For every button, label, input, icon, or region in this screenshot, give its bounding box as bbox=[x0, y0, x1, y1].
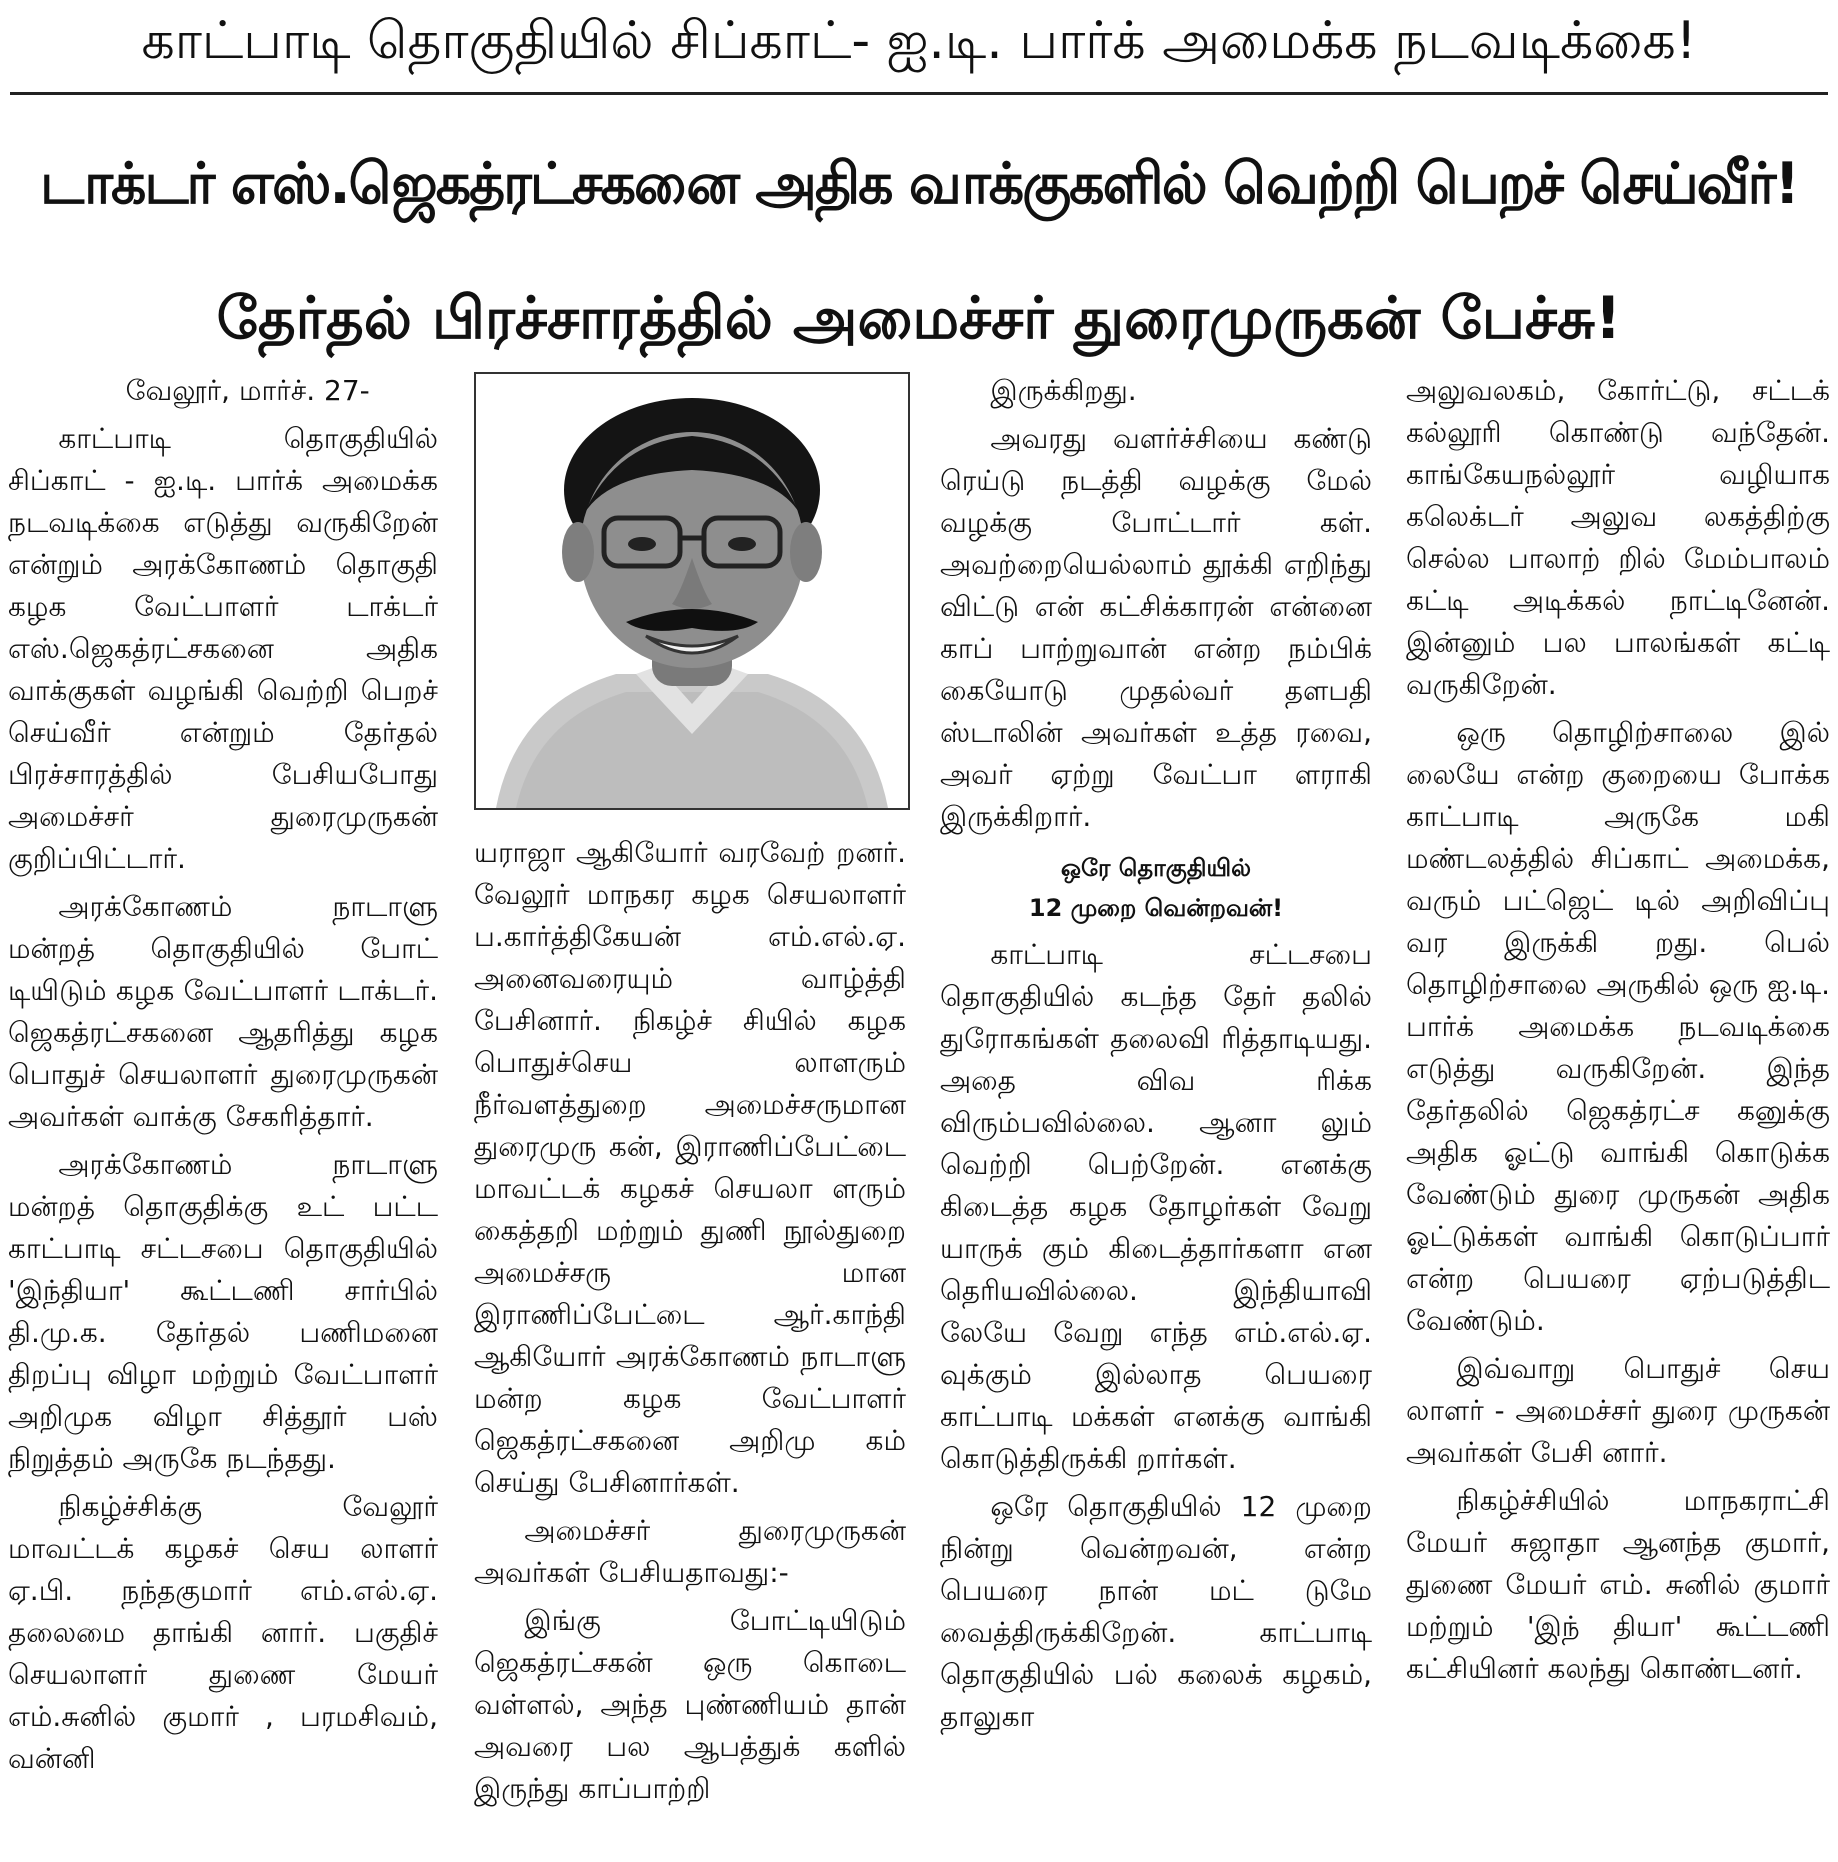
portrait-illustration bbox=[476, 374, 908, 808]
main-headline: டாக்டர் எஸ்.ஜெகத்ரட்சகனை அதிக வாக்குகளில் வெற்றி பெறச் செய்வீர்! bbox=[40, 151, 1798, 217]
paragraph: ஒரு தொழிற்சாலை இல் லையே என்ற குறையை போக்க காட்பாடி அருகே மகி மண்டலத்தில் சிப்காட் அமைக்க, வரும் பட்ஜெட் டில் அறிவிப்பு வர இருக்கி றது. பெல் தொழிற்சாலை அருகில் ஒரு ஐ.டி. பார்க் அமைக்க நடவடிக்கை எடுத்து வருகிறேன். இந்த தேர்தலில் ஜெகத்ரட்ச கனுக்கு அதிக ஓட்டு வாங்கி கொடுக்க வேண்டும் துரை முருகன் அதிக ஓட்டுக்கள் வாங்கி கொடுப்பார் என்ற பெயரை ஏற்படுத்திட வேண்டும். bbox=[1406, 716, 1830, 1337]
paragraph: அவரது வளர்ச்சியை கண்டு ரெய்டு நடத்தி வழக்கு மேல் வழக்கு போட்டார் கள். அவற்றையெல்லாம் தூக்கி எறிந்து விட்டு என் கட்சிக்காரன் என்னை காப் பாற்றுவான் என்ற நம்பிக் கையோடு முதல்வர் தளபதி ஸ்டாலின் அவர்கள் உத்த ரவை, அவர் ஏற்று வேட்பா ளராகி இருக்கிறார். bbox=[940, 422, 1372, 833]
kicker-headline: காட்பாடி தொகுதியில் சிப்காட்- ஐ.டி. பார்க் அமைக்க நடவடிக்கை! bbox=[141, 10, 1697, 71]
paragraph: இவ்வாறு பொதுச் செய லாளர் - அமைச்சர் துரை முருகன் அவர்கள் பேசி னார். bbox=[1406, 1352, 1830, 1469]
paragraph: இங்கு போட்டியிடும் ஜெகத்ரட்சகன் ஒரு கொடை வள்ளல், அந்த புண்ணியம் தான் அவரை பல ஆபத்துக் களில் இருந்து காப்பாற்றி bbox=[474, 1604, 906, 1805]
paragraph: யராஜா ஆகியோர் வரவேற் றனர். வேலூர் மாநகர கழக செயலாளர் ப.கார்த்திகேயன் எம்.எல்.ஏ. அனைவரையும் வாழ்த்தி பேசினார். நிகழ்ச் சியில் கழக பொதுச்செய லாளரும் நீர்வளத்துறை அமைச்சருமான துரைமுரு கன், இராணிப்பேட்டை மாவட்டக் கழகச் செயலா ளரும் கைத்தறி மற்றும் துணி நூல்துறை அமைச்சரு மான இராணிப்பேட்டை ஆர்.காந்தி ஆகியோர் அரக்கோணம் நாடாளு மன்ற கழக வேட்பாளர் ஜெகத்ரட்சகனை அறிமு கம் செய்து பேசினார்கள். bbox=[474, 836, 906, 1499]
dateline: வேலூர், மார்ச். 27- bbox=[125, 374, 370, 407]
paragraph: அலுவலகம், கோர்ட்டு, சட்டக் கல்லூரி கொண்டு வந்தேன். காங்கேயநல்லூர் வழியாக கலெக்டர் அலுவ லகத்திற்கு செல்ல பாலாற் றில் மேம்பாலம் கட்டி அடிக்கல் நாட்டினேன். இன்னும் பல பாலங்கள் கட்டி வருகிறேன். bbox=[1406, 374, 1830, 701]
sub-headline: தேர்தல் பிரச்சாரத்தில் அமைச்சர் துரைமுருகன் பேச்சு! bbox=[216, 284, 1622, 352]
article-column-1 bbox=[8, 370, 438, 1860]
paragraph: அரக்கோணம் நாடாளு மன்றத் தொகுதிக்கு உட் பட்ட காட்பாடி சட்டசபை தொகுதியில் 'இந்தியா' கூட்டணி சார்பில் தி.மு.க. தேர்தல் பணிமனை திறப்பு விழா மற்றும் வேட்பாளர் அறிமுக விழா சித்தூர் பஸ் நிறுத்தம் அருகே நடந்தது. bbox=[8, 1148, 438, 1475]
subtitle-line-2: 12 முறை வென்றவன்! bbox=[1028, 894, 1284, 922]
paragraph: அமைச்சர் துரைமுருகன் அவர்கள் பேசியதாவது:- bbox=[474, 1514, 906, 1589]
header-rule bbox=[10, 92, 1828, 95]
article-column-4 bbox=[1406, 370, 1830, 1860]
paragraph: ஒரே தொகுதியில் 12 முறை நின்று வென்றவன், என்ற பெயரை நான் மட் டுமே வைத்திருக்கிறேன். காட்பாடி தொகுதியில் பல் கலைக் கழகம், தாலுகா bbox=[940, 1490, 1372, 1733]
article-column-3 bbox=[940, 370, 1372, 1860]
paragraph: அரக்கோணம் நாடாளு மன்றத் தொகுதியில் போட் டியிடும் கழக வேட்பாளர் டாக்டர். ஜெகத்ரட்சகனை ஆதரித்து கழக பொதுச் செயலாளர் துரைமுருகன் அவர்கள் வாக்கு சேகரித்தார். bbox=[8, 890, 438, 1133]
paragraph: காட்பாடி சட்டசபை தொகுதியில் கடந்த தேர் தலில் துரோகங்கள் தலைவி ரித்தாடியது. அதை விவ ரிக்க விரும்பவில்லை. ஆனா லும் வெற்றி பெற்றேன். எனக்கு கிடைத்த கழக தோழர்கள் வேறு யாருக் கும் கிடைத்தார்களா என தெரியவில்லை. இந்தியாவி லேயே வேறு எந்த எம்.எல்.ஏ. வுக்கும் இல்லாத பெயரை காட்பாடி மக்கள் எனக்கு வாங்கி கொடுத்திருக்கி றார்கள். bbox=[940, 938, 1372, 1475]
subtitle-line-1: ஒரே தொகுதியில் bbox=[1060, 854, 1252, 882]
paragraph: நிகழ்ச்சிக்கு வேலூர் மாவட்டக் கழகச் செய லாளர் ஏ.பி. நந்தகுமார் எம்.எல்.ஏ. தலைமை தாங்கி னார். பகுதிச் செயலாளர் துணை மேயர் எம்.சுனில் குமார் , பரமசிவம், வன்னி bbox=[8, 1490, 438, 1775]
paragraph: நிகழ்ச்சியில் மாநகராட்சி மேயர் சுஜாதா ஆனந்த குமார், துணை மேயர் எம். சுனில் குமார் மற்றும் 'இந் தியா' கூட்டணி கட்சியினர் கலந்து கொண்டனர். bbox=[1406, 1484, 1830, 1685]
paragraph: இருக்கிறது. bbox=[990, 374, 1137, 407]
portrait-photo bbox=[474, 372, 910, 810]
paragraph: காட்பாடி தொகுதியில் சிப்காட் - ஐ.டி. பார்க் அமைக்க நடவடிக்கை எடுத்து வருகிறேன் என்றும் அரக்கோணம் தொகுதி கழக வேட்பாளர் டாக்டர் எஸ்.ஜெகத்ரட்சகனை அதிக வாக்குகள் வழங்கி வெற்றி பெறச் செய்வீர் என்றும் தேர்தல் பிரச்சாரத்தில் பேசியபோது அமைச்சர் துரைமுருகன் குறிப்பிட்டார். bbox=[8, 422, 438, 875]
section-subtitle bbox=[940, 848, 1372, 928]
article-column-2 bbox=[474, 832, 906, 1860]
